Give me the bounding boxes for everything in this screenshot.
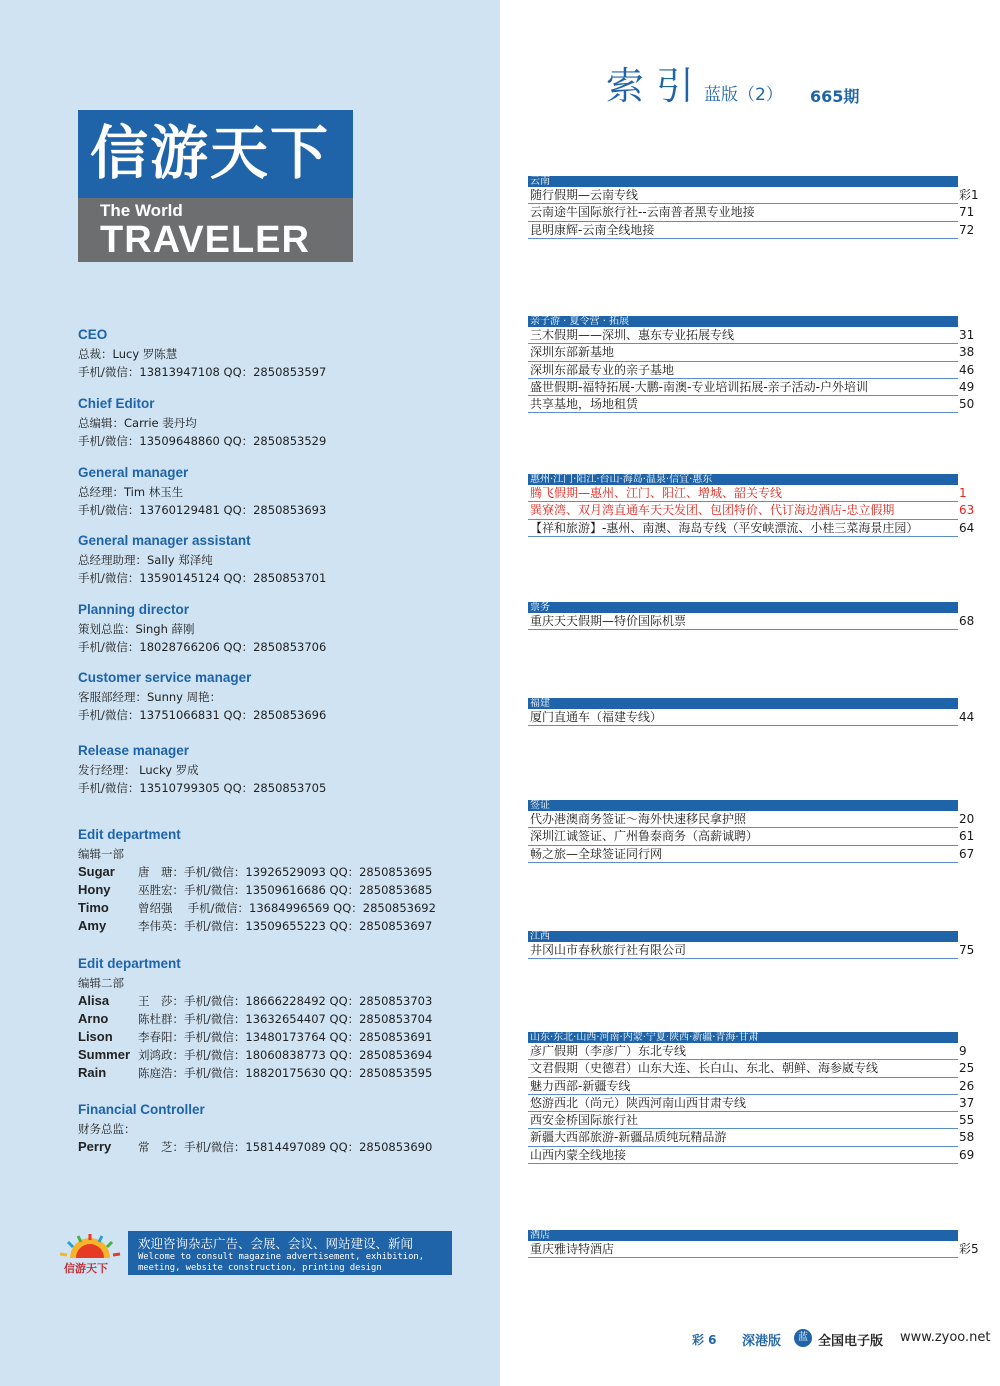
index-section <box>528 176 979 239</box>
role-title: Financial Controller <box>78 1102 205 1117</box>
staff-contact-line: 手机/微信：18028766206 QQ：2850853706 <box>78 640 327 654</box>
section-header: 酒店 <box>528 1230 958 1241</box>
member-contact: 唐 瑭：手机/微信：13926529093 QQ：2850853695 <box>138 865 433 879</box>
staff-customer-service <box>78 668 326 724</box>
entry-title: 云南途牛国际旅行社--云南普者黑专业地接 <box>530 205 755 220</box>
role-title: Chief Editor <box>78 396 155 411</box>
staff-name-line: 总经理：Tim 林玉生 <box>78 485 184 499</box>
index-entry[interactable] <box>528 204 975 221</box>
entry-page-number: 46 <box>959 362 975 377</box>
index-entry[interactable] <box>528 187 979 204</box>
member-row <box>78 1028 458 1046</box>
role-title: Planning director <box>78 602 190 617</box>
version-label: 深港版 <box>742 1334 782 1349</box>
entry-title: 随行假期—云南专线 <box>530 188 639 202</box>
index-entry[interactable] <box>528 1129 975 1146</box>
entry-page-number: 63 <box>959 503 975 518</box>
sun-logo-icon <box>56 1232 124 1276</box>
member-row <box>78 992 458 1010</box>
member-name: Amy <box>78 918 107 933</box>
member-row <box>78 917 458 935</box>
section-header: 惠州·江门·阳江·台山·海岛·温泉·信宜·惠东 <box>528 474 958 485</box>
entry-title: 深圳东部最专业的亲子基地 <box>530 362 675 377</box>
role-title: CEO <box>78 327 108 342</box>
entry-title: 魅力西部-新疆专线 <box>530 1078 631 1093</box>
entry-page-number: 37 <box>959 1095 975 1110</box>
index-entry[interactable] <box>528 344 975 361</box>
staff-contact-line: 手机/微信：13751066831 QQ：2850853696 <box>78 708 327 722</box>
member-name: Hony <box>78 882 111 897</box>
entry-page-number: 26 <box>959 1078 975 1093</box>
member-row <box>78 881 458 899</box>
member-name: Alisa <box>78 993 110 1008</box>
role-title: General manager assistant <box>78 533 251 548</box>
entry-page-number: 55 <box>959 1113 975 1128</box>
index-entry[interactable] <box>528 846 975 863</box>
staff-name-line: 客服部经理：Sunny 周艳： <box>78 690 222 704</box>
entry-title: 西安金桥国际旅行社 <box>530 1113 639 1128</box>
entry-title: 巽寮湾、双月湾直通车天天发团、包团特价、代订海边酒店-忠立假期 <box>530 503 895 518</box>
version-badge: 蓝 <box>794 1329 812 1347</box>
entry-title: 文君假期（史德君）山东大连、长白山、东北、朝鲜、海参崴专线 <box>530 1061 879 1076</box>
role-title: Edit department <box>78 827 181 842</box>
staff-chief-editor <box>78 394 326 450</box>
index-entry[interactable] <box>528 709 975 726</box>
magazine-logo <box>78 110 353 262</box>
index-entry[interactable] <box>528 502 975 519</box>
edition-label: 蓝版（2） <box>704 85 783 105</box>
entry-title: 悠游西北（尚元）陕西河南山西甘肃专线 <box>530 1095 747 1110</box>
banner-logo-text: 信游天下 <box>64 1262 108 1275</box>
role-title: Edit department <box>78 956 181 971</box>
staff-name-line: 发行经理： Lucky 罗成 <box>78 763 199 777</box>
page-title: 索引 <box>606 64 707 108</box>
entry-page-number: 彩5 <box>959 1242 979 1256</box>
entry-page-number: 9 <box>959 1044 967 1058</box>
entry-title: 代办港澳商务签证～海外快速移民拿护照 <box>530 812 747 826</box>
entry-title: 共享基地，场地租赁 <box>530 397 639 412</box>
advertising-banner <box>128 1231 452 1275</box>
entry-title: 【祥和旅游】-惠州、南澳、海岛专线（平安峡漂流、小桂三菜海景庄园） <box>530 520 919 535</box>
member-row <box>78 899 458 917</box>
staff-name-line: 策划总监：Singh 薛刚 <box>78 622 195 636</box>
member-contact: 王 莎：手机/微信：18666228492 QQ：2850853703 <box>138 994 433 1008</box>
index-entry[interactable] <box>528 222 975 239</box>
entry-title: 山西内蒙全线地接 <box>530 1147 627 1162</box>
index-section <box>528 316 975 413</box>
index-entry[interactable] <box>528 1078 975 1095</box>
banner-chinese-text: 欢迎咨询杂志广告、会展、会议、网站建设、新闻 <box>138 1236 414 1251</box>
index-entry[interactable] <box>528 1112 975 1129</box>
entry-title: 盛世假期-福特拓展-大鹏-南澳-专业培训拓展-亲子活动-户外培训 <box>530 379 868 394</box>
section-header: 云南 <box>528 176 958 187</box>
member-contact: 刘鸿政：手机/微信：18060838773 QQ：2850853694 <box>138 1048 433 1062</box>
staff-ceo <box>78 325 326 381</box>
member-row <box>78 1138 458 1156</box>
member-row <box>78 1064 458 1082</box>
edit-department-1 <box>78 825 458 935</box>
index-entry[interactable] <box>528 485 967 502</box>
entry-title: 深圳江诚签证、广州鲁泰商务（高薪诚聘） <box>530 829 759 844</box>
index-entry[interactable] <box>528 1241 979 1258</box>
logo-subtitle-large: TRAVELER <box>100 219 310 261</box>
staff-planning-director <box>78 600 326 656</box>
index-entry[interactable] <box>528 1060 975 1077</box>
index-section <box>528 602 975 630</box>
staff-contact-line: 手机/微信：13509648860 QQ：2850853529 <box>78 434 327 448</box>
entry-page-number: 71 <box>959 205 975 220</box>
index-section <box>528 931 975 959</box>
entry-page-number: 20 <box>959 812 975 826</box>
entry-page-number: 38 <box>959 345 975 360</box>
national-edition-label: 全国电子版 <box>818 1334 884 1349</box>
index-entry[interactable] <box>528 1095 975 1112</box>
entry-title: 重庆雅诗特酒店 <box>530 1242 615 1256</box>
entry-page-number: 64 <box>959 520 975 535</box>
logo-title-block <box>78 110 353 198</box>
index-section <box>528 1230 979 1258</box>
issue-number: 665期 <box>810 87 860 106</box>
member-name: Sugar <box>78 864 115 879</box>
member-row <box>78 1010 458 1028</box>
index-entry[interactable] <box>528 1147 975 1164</box>
page-number: 彩 6 <box>692 1333 717 1347</box>
staff-contact-line: 手机/微信：13813947108 QQ：2850853597 <box>78 365 327 379</box>
member-row <box>78 863 458 881</box>
staff-contact-line: 手机/微信：13510799305 QQ：2850853705 <box>78 781 327 795</box>
entry-title: 三木假期——深圳、惠东专业拓展专线 <box>530 328 735 342</box>
index-entry[interactable] <box>528 396 975 413</box>
entry-page-number: 50 <box>959 397 975 412</box>
logo-subtitle-small: The World <box>100 201 183 220</box>
staff-release-manager <box>78 741 326 797</box>
entry-title: 腾飞假期—惠州、江门、阳江、增城、韶关专线 <box>530 486 783 500</box>
section-header: 福建 <box>528 698 958 709</box>
banner-english-text: Welcome to consult magazine advertisement, exhibition, meeting, website construction, printing design <box>138 1252 424 1273</box>
index-entry[interactable] <box>528 613 975 630</box>
section-header: 山东·东北·山西·河南·内蒙·宁夏·陕西·新疆·青海·甘肃 <box>528 1032 958 1043</box>
entry-page-number: 49 <box>959 379 975 394</box>
member-contact: 巫胜宏：手机/微信：13509616686 QQ：2850853685 <box>138 883 433 897</box>
member-name: Summer <box>78 1047 131 1062</box>
section-header: 票务 <box>528 602 958 613</box>
index-entry[interactable] <box>528 811 975 828</box>
index-section <box>528 474 975 537</box>
staff-name-line: 总编辑：Carrie 裴丹均 <box>78 416 197 430</box>
entry-title: 彦广假期（李彦广）东北专线 <box>530 1044 687 1058</box>
logo-subtitle-block <box>78 198 353 262</box>
member-contact: 常 芝：手机/微信：15814497089 QQ：2850853690 <box>138 1140 433 1154</box>
entry-title: 重庆天天假期—特价国际机票 <box>530 614 687 628</box>
member-contact: 曾绍强 手机/微信：13684996569 QQ：2850853692 <box>138 901 436 915</box>
entry-page-number: 72 <box>959 222 975 237</box>
entry-page-number: 67 <box>959 846 975 861</box>
entry-page-number: 25 <box>959 1061 975 1076</box>
member-contact: 陈庭浩：手机/微信：18820175630 QQ：2850853595 <box>138 1066 433 1080</box>
index-entry[interactable] <box>528 942 975 959</box>
entry-page-number: 44 <box>959 710 975 724</box>
entry-title: 新疆大西部旅游-新疆品质纯玩精品游 <box>530 1130 727 1145</box>
role-title: Customer service manager <box>78 670 252 685</box>
index-entry[interactable] <box>528 1043 967 1060</box>
member-contact: 李伟英：手机/微信：13509655223 QQ：2850853697 <box>138 919 433 933</box>
member-contact: 陈杜群：手机/微信：13632654407 QQ：2850853704 <box>138 1012 433 1026</box>
entry-title: 井冈山市春秋旅行社有限公司 <box>530 943 687 957</box>
staff-name-line: 总经理助理：Sally 郑泽纯 <box>78 553 213 567</box>
entry-page-number: 75 <box>959 943 975 957</box>
financial-controller <box>78 1100 458 1156</box>
index-entry[interactable] <box>528 327 975 344</box>
section-header: 亲子游 · 夏令营 · 拓展 <box>528 316 958 327</box>
member-name: Rain <box>78 1065 107 1080</box>
entry-page-number: 31 <box>959 328 975 342</box>
staff-contact-line: 手机/微信：13760129481 QQ：2850853693 <box>78 503 327 517</box>
staff-general-manager <box>78 463 326 519</box>
index-section <box>528 800 975 863</box>
section-header: 江西 <box>528 931 958 942</box>
role-title: Release manager <box>78 743 190 758</box>
index-section <box>528 1032 975 1164</box>
member-contact: 李春阳：手机/微信：13480173764 QQ：2850853691 <box>138 1030 433 1044</box>
website-url[interactable]: www.zyoo.net <box>900 1330 991 1345</box>
entry-title: 昆明康辉-云南全线地接 <box>530 222 655 237</box>
index-entry[interactable] <box>528 520 975 537</box>
entry-page-number: 1 <box>959 486 967 500</box>
member-name: Perry <box>78 1139 112 1154</box>
entry-title: 畅之旅—全球签证同行网 <box>530 846 663 861</box>
entry-page-number: 61 <box>959 829 975 844</box>
index-section <box>528 698 975 726</box>
member-name: Lison <box>78 1029 113 1044</box>
entry-title: 厦门直通车（福建专线） <box>530 710 663 724</box>
entry-page-number: 68 <box>959 614 975 628</box>
staff-gm-assistant <box>78 531 326 587</box>
member-name: Arno <box>78 1011 109 1026</box>
edit-department-2 <box>78 954 458 1082</box>
member-name: Timo <box>78 900 109 915</box>
index-entry[interactable] <box>528 828 975 845</box>
department-name: 编辑一部 <box>78 847 124 861</box>
department-name: 编辑二部 <box>78 976 124 990</box>
role-title: General manager <box>78 465 189 480</box>
entry-page-number: 彩1 <box>959 188 979 202</box>
logo-title: 信游天下 <box>90 119 331 187</box>
entry-page-number: 58 <box>959 1130 975 1145</box>
staff-name-line: 总裁：Lucy 罗陈慧 <box>78 347 178 361</box>
staff-contact-line: 手机/微信：13590145124 QQ：2850853701 <box>78 571 327 585</box>
index-entry[interactable] <box>528 362 975 379</box>
entry-page-number: 69 <box>959 1147 975 1162</box>
department-name: 财务总监： <box>78 1122 136 1136</box>
entry-title: 深圳东部新基地 <box>530 345 615 360</box>
member-row <box>78 1046 458 1064</box>
section-header: 签证 <box>528 800 958 811</box>
index-entry[interactable] <box>528 379 975 396</box>
